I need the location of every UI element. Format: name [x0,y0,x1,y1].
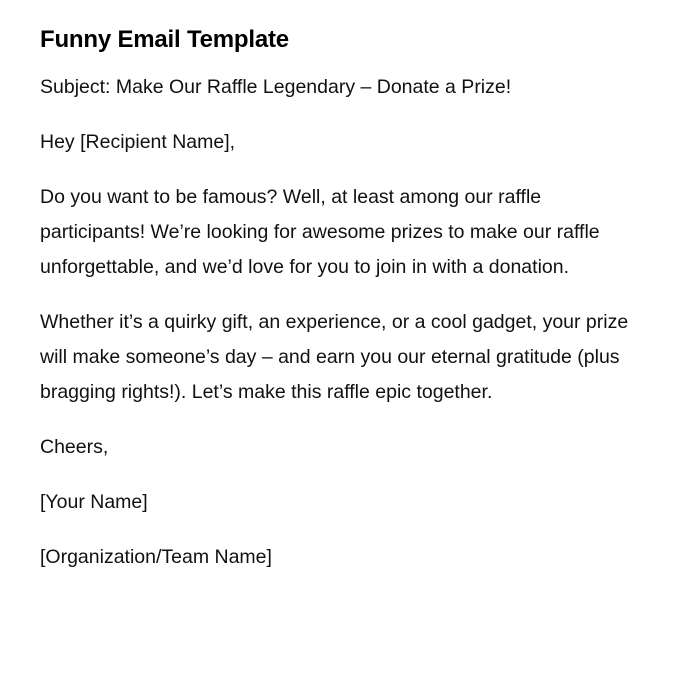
email-subject: Subject: Make Our Raffle Legendary – Donate a Prize! [40,76,512,98]
email-greeting: Hey [Recipient Name], [40,131,236,153]
email-closing: Cheers, [40,436,109,458]
email-body-paragraph-1: Do you want to be famous? Well, at least among our raffle participants! We’re looking for awesome prizes to make our raffle unforgettable, and we’d love for you to join in with a donation. [40,186,600,278]
page-title: Funny Email Template [40,26,289,53]
email-body-paragraph-2: Whether it’s a quirky gift, an experience, or a cool gadget, your prize will make someone’s day – and earn you our eternal gratitude (plus bragging rights!). Let’s make this raffle epic together. [40,311,629,403]
signature-organization: [Organization/Team Name] [40,546,272,568]
signature-name: [Your Name] [40,491,148,513]
